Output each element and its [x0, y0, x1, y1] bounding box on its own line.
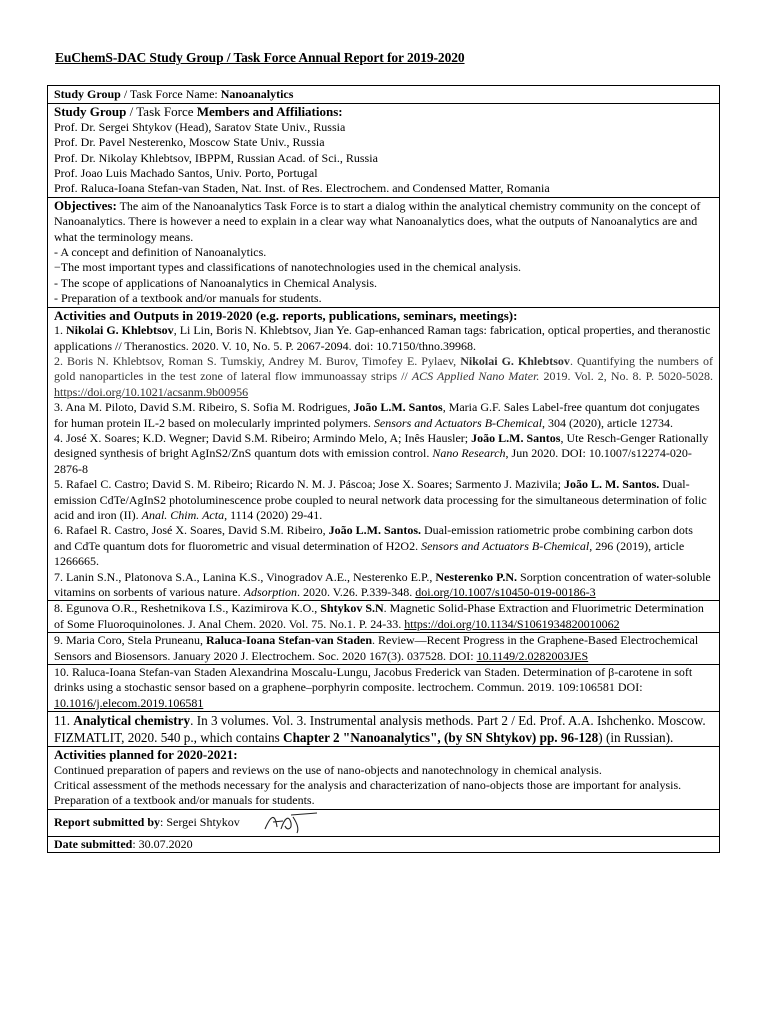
planned-item: Continued preparation of papers and reviews on the use of nano-objects and nanotechnology in chemical analysis. [54, 762, 602, 777]
submitted-by-value: Sergei Shtykov [163, 814, 240, 829]
name-label-rest: / Task Force Name: [120, 87, 221, 101]
planned-item: Critical assessment of the methods necessary for the analysis and characterization of nano-objects those are important for analysis. [54, 778, 682, 793]
name-label-bold: Study Group [54, 87, 121, 101]
publication-6: 6. Rafael R. Castro, José X. Soares, David S.M. Ribeiro, João L.M. Santos. Dual-emission ratiometric probe combining carbon dots and CdTe quantum dots for fluorometric and visual determination of H2O2. Sensors and Actuators B-Chemical, 296 (2019), article 1266665. [54, 523, 693, 569]
planned-item: Preparation of a textbook and/or manuals for students. [54, 793, 315, 808]
date-value: : 30.07.2020 [132, 836, 193, 851]
member-item: Prof. Raluca-Ioana Stefan-van Staden, Nat. Inst. of Res. Electrochem. and Condensed Matter, Romania [54, 181, 550, 196]
publication-7: 7. Lanin S.N., Platonova S.A., Lanina K.S., Vinogradov A.E., Nesterenko E.P., Nesterenko P.N. Sorption concentration of water-soluble vitamins on sorbents of various nature. Adsorption. 2020. V.26. P.339-348. doi.org/10.1007/s10450-019-00186-3 [54, 569, 711, 599]
activities-row [48, 307, 720, 747]
objective-item: - The scope of applications of Nanoanalytics in Chemical Analysis. [54, 275, 378, 290]
doi-link[interactable]: https://doi.org/10.1134/S1061934820010062 [404, 616, 620, 631]
doi-link[interactable]: 10.1016/j.elecom.2019.106581 [54, 695, 204, 710]
report-title: EuChemS-DAC Study Group / Task Force Annual Report for 2019-2020 [55, 50, 465, 65]
planned-row [48, 747, 720, 810]
publication-11: 11. Analytical chemistry. In 3 volumes. Vol. 3. Instrumental analysis methods. Part 2 / Ed. Prof. A.A. Ishchenko. Moscow. FIZMATLIT, 2020. 540 p., which contains Chapter 2 "Nanoanalytics", (by SN Shtykov) pp. 96-128) (in Russian). [48, 711, 719, 746]
publication-4: 4. José X. Soares; K.D. Wegner; David S.M. Ribeiro; Armindo Melo, A; Inês Hausler; João L.M. Santos, Ute Resch-Genger Rationally designed synthesis of bright AgInS2/ZnS quantum dots with emission control. Nano Research, Jun 2020. DOI: 10.1007/s12274-020-2876-8 [54, 430, 709, 476]
member-item: Prof. Joao Luis Machado Santos, Univ. Porto, Portugal [54, 166, 318, 181]
doi-link[interactable]: https://doi.org/10.1021/acsanm.9b00956 [54, 384, 249, 399]
member-item: Prof. Dr. Sergei Shtykov (Head), Saratov State Univ., Russia [54, 119, 346, 134]
objective-item: - A concept and definition of Nanoanalytics. [54, 245, 267, 260]
planned-label: Activities planned for 2020-2021: [54, 747, 238, 763]
date-row [48, 836, 720, 852]
publication-8: 8. Egunova O.R., Reshetnikova I.S., Kazimirova K.O., Shtykov S.N. Magnetic Solid-Phase Extraction and Fluorimetric Determination of Some Fluoroquinolones. J. Anal Chem. 2020. Vol. 75. No.1. P. 24-33. https://doi.org/10.1134/S1061934820010062 [48, 600, 719, 632]
doi-link[interactable]: 10.1149/2.0282003JES [476, 648, 589, 663]
objectives-row [48, 197, 720, 307]
publication-10: 10. Raluca-Ioana Stefan-van Staden Alexandrina Moscalu-Lungu, Jacobus Frederick van Staden. Determination of β-carotene in soft drinks using a stochastic sensor based on a graphene–porphyrin composite. lectrochem. Commun. 2019. 109:106581 DOI: 10.1016/j.elecom.2019.106581 [48, 664, 719, 711]
activities-label: Activities and Outputs in 2019-2020 (e.g. reports, publications, seminars, meetings): [54, 307, 518, 323]
publication-1: 1. Nikolai G. Khlebtsov, Li Lin, Boris N. Khlebtsov, Jian Ye. Gap-enhanced Raman tags: fabrication, optical properties, and theranostic applications // Theranostics. 2020. V. 10, No. 5. P. 2067-2094. doi: 10.7150/thno.39968. [54, 323, 711, 353]
publication-9: 9. Maria Coro, Stela Pruneanu, Raluca-Ioana Stefan-van Staden. Review—Recent Progress in the Graphene-Based Electrochemical Sensors and Biosensors. January 2020 J. Electrochem. Soc. 2020 167(3). 037528. DOI: 10.1149/2.0282003JES [48, 632, 719, 664]
member-item: Prof. Dr. Nikolay Khlebtsov, IBPPM, Russian Acad. of Sci., Russia [54, 150, 378, 165]
member-item: Prof. Dr. Pavel Nesterenko, Moscow State Univ., Russia [54, 135, 325, 150]
objectives-text: The aim of the Nanoanalytics Task Force is to start a dialog within the analytical chemistry community on the concept of Nanoanalytics. There is however a need to explain in a clear way what Nanoanalytics does, what the outputs of Nanoanalytics are and what the terminology means. [54, 198, 701, 244]
members-label-bold2: Members and Affiliations: [196, 104, 343, 120]
name-row [48, 86, 720, 104]
report-table [47, 85, 720, 853]
publication-2: 2. Boris N. Khlebtsov, Roman S. Tumskiy, Andrey M. Burov, Timofey E. Pylaev, Nikolai G. Khlebtsov. Quantifying the numbers of gold nanoparticles in the test zone of lateral flow immunoassay strips // ACS Applied Nano Mater. 2019. Vol. 2, No. 8. P. 5020-5028. https://doi.org/10.1021/acsanm.9b00956 [54, 353, 713, 399]
publication-3: 3. Ana M. Piloto, David S.M. Ribeiro, S. Sofia M. Rodrigues, João L.M. Santos, Maria G.F. Sales Label-free quantum dot conjugates for human protein IL-2 based on molecularly imprinted polymers. Sensors and Actuators B-Chemical, 304 (2020), article 12734. [54, 400, 700, 430]
doi-link[interactable]: doi.org/10.1007/s10450-019-00186-3 [415, 585, 596, 599]
submitted-by-label: Report submitted by [54, 814, 161, 829]
members-row [48, 104, 720, 197]
members-label-bold1: Study Group [54, 104, 127, 120]
date-label: Date submitted [54, 836, 133, 851]
members-label-mid: / Task Force [126, 104, 197, 120]
objectives-label: Objectives: [54, 197, 117, 213]
signature [261, 811, 319, 835]
submitted-by-row: Report submitted by: Sergei Shtykov [48, 809, 720, 836]
publication-5: 5. Rafael C. Castro; David S. M. Ribeiro; Ricardo N. M. J. Páscoa; Jose X. Soares; Sarmento J. Mazivila; João L. M. Santos. Dual-emission CdTe/AgInS2 photoluminescence probe coupled to neural network data processing for the simultaneous determination of folic acid and iron (II). Anal. Chim. Acta, 1114 (2020) 29-41. [54, 477, 707, 522]
objective-item: −The most important types and classifications of nanotechnologies used in the chemical analysis. [54, 260, 521, 275]
task-force-name: Nanoanalytics [220, 87, 294, 101]
objective-item: - Preparation of a textbook and/or manuals for students. [54, 291, 322, 306]
